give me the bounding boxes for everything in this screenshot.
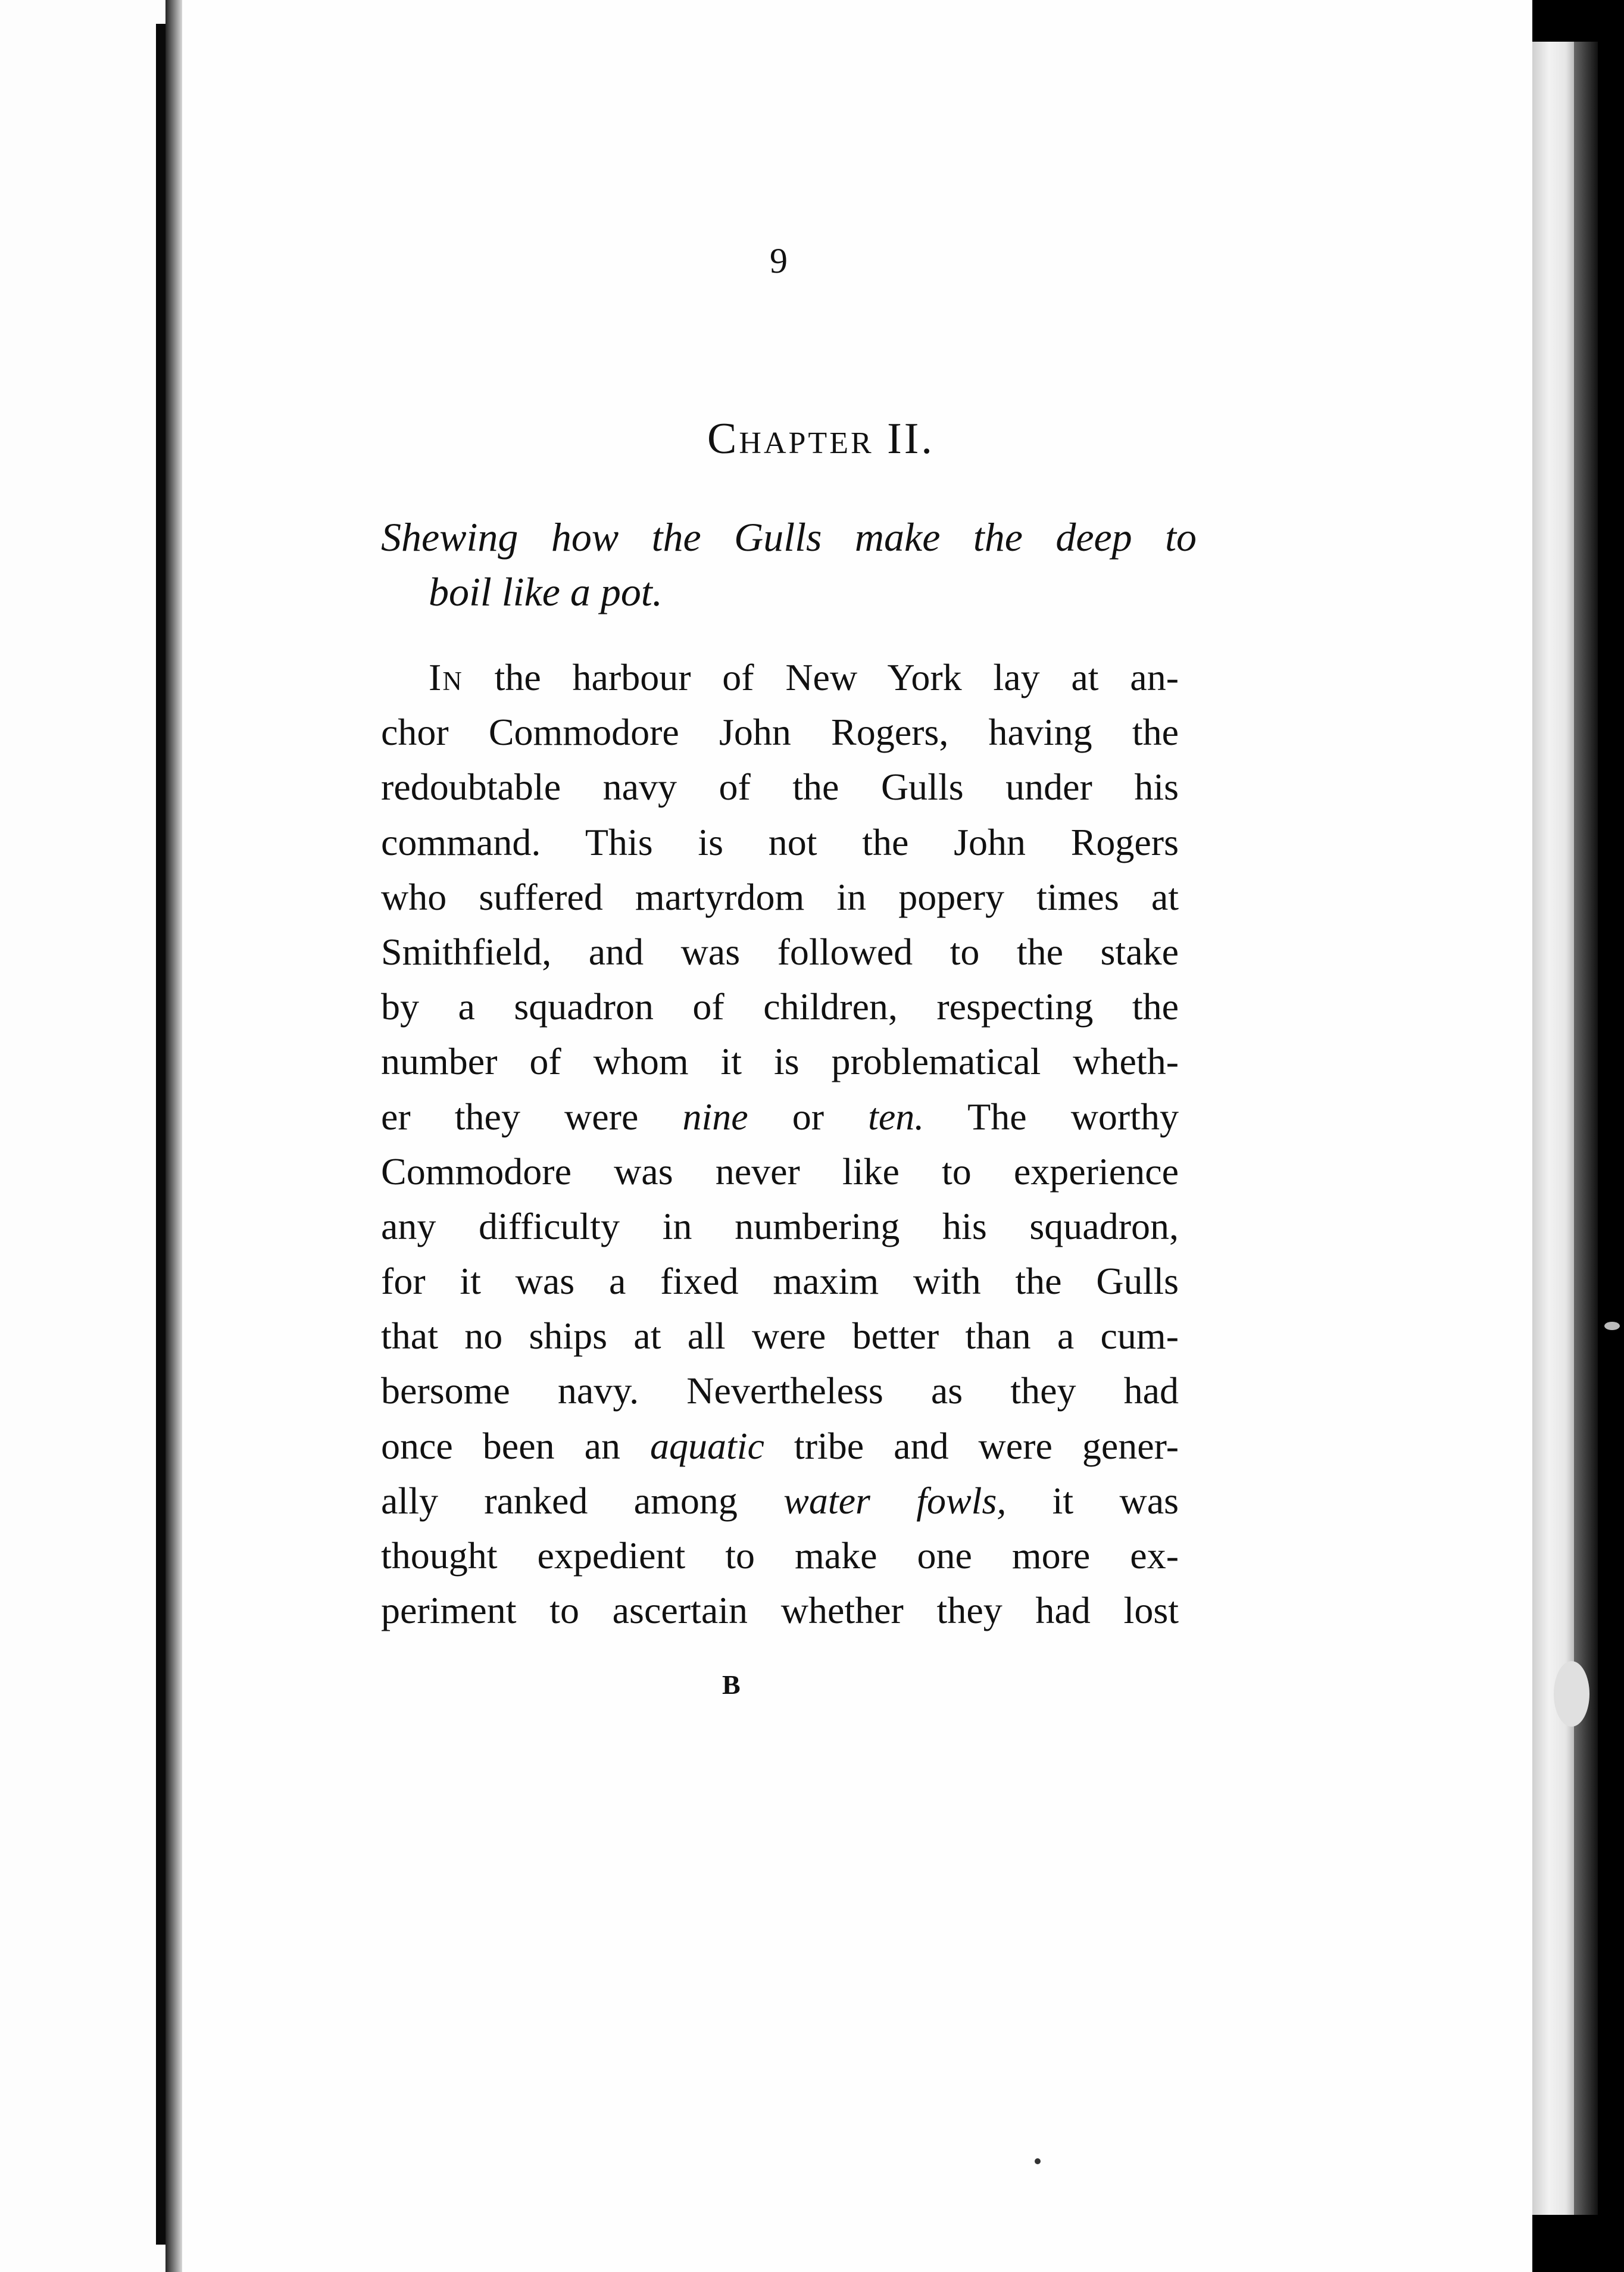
book-gutter — [165, 0, 182, 2272]
paper-speck — [1604, 1322, 1620, 1330]
text-line — [381, 1474, 1179, 1528]
text-line: by a squadron of children, respecting the — [381, 985, 1179, 1028]
text-span: once been an — [381, 1424, 620, 1467]
text-span: tribe and were gener- — [794, 1424, 1179, 1467]
paper-speck — [1554, 1661, 1589, 1727]
text-span: The worthy — [967, 1095, 1179, 1138]
paper-speck — [1035, 2158, 1041, 2164]
text-span: ally ranked among — [381, 1479, 738, 1522]
text-line: periment to ascertain whether they had lost — [381, 1589, 1179, 1632]
text-span: the harbour of New York lay at an- — [494, 656, 1179, 698]
chapter-subtitle — [381, 509, 1197, 620]
subtitle-line: Shewing how the Gulls make the deep to — [381, 514, 1197, 560]
left-page-margin — [0, 0, 174, 2272]
text-line: for it was a fixed maxim with the Gulls — [381, 1260, 1179, 1303]
drop-lead-word: In — [429, 656, 463, 698]
text-line — [381, 1419, 1179, 1474]
text-line: number of whom it is problematical wheth- — [381, 1040, 1179, 1083]
italic-word: nine — [682, 1095, 748, 1138]
italic-word: aquatic — [649, 1424, 764, 1467]
text-line: any difficulty in numbering his squadron, — [381, 1204, 1179, 1247]
text-line: command. This is not the John Rogers — [381, 820, 1179, 863]
page-number: 9 — [770, 241, 788, 280]
text-line: Smithfield, and was followed to the stake — [381, 930, 1179, 973]
text-line: Commodore was never like to experience — [381, 1150, 1179, 1193]
subtitle-line: boil like a pot. — [429, 569, 663, 615]
body-text — [381, 650, 1179, 1638]
text-line: redoubtable navy of the Gulls under his — [381, 766, 1179, 809]
text-line: chor Commodore John Rogers, having the — [381, 711, 1179, 754]
left-page-edge — [156, 24, 165, 2245]
text-line — [381, 650, 1179, 705]
text-span: er they were — [381, 1095, 639, 1138]
text-line: that no ships at all were better than a cum- — [381, 1315, 1179, 1357]
text-line: thought expedient to make one more ex- — [381, 1534, 1179, 1577]
page-edge-shadow — [1574, 42, 1598, 2215]
text-span: or — [792, 1095, 824, 1138]
signature-mark: B — [722, 1669, 741, 1700]
italic-word: water fowls, — [783, 1479, 1007, 1522]
page-stack-edge — [1532, 42, 1574, 2215]
text-line: who suffered martyrdom in popery times at — [381, 875, 1179, 918]
italic-word: ten. — [868, 1095, 925, 1138]
text-span: it was — [1052, 1479, 1179, 1522]
chapter-heading: Chapter II. — [707, 414, 935, 463]
text-line: bersome navy. Nevertheless as they had — [381, 1369, 1179, 1412]
text-line — [381, 1090, 1179, 1144]
